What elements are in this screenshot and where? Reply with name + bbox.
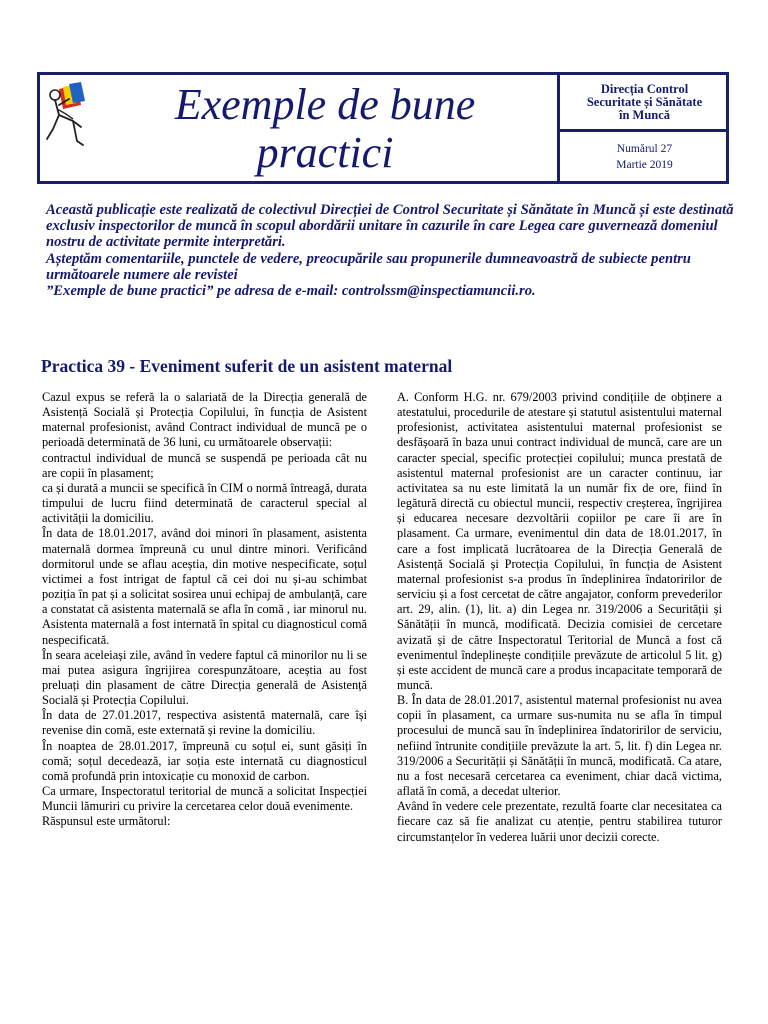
article-paragraph: În seara aceleiași zile, având în vedere faptul că minorilor nu li se mai putea asigura îngrijirea corespunzătoare, aceștia au fost preluați din plasament de către Direcția generală de Asistență Socială și Protecția Copilului. — [42, 647, 367, 708]
article-paragraph: În noaptea de 28.01.2017, împreună cu soțul ei, sunt găsiți în comă; soțul decedează, iar soția este internată cu diagnosticul comă profundă prin intoxicație cu monoxid de carbon. — [42, 738, 367, 783]
agency-name — [560, 83, 729, 122]
article-paragraph: ca și durată a muncii se specifică în CIM o normă întreagă, durata timpului de lucru fiind determinată de caracterul special al activității la domiciliu. — [42, 480, 367, 526]
article-left-column — [42, 390, 367, 830]
article-paragraph: contractul individual de muncă se suspendă pe perioada cât nu are copii în plasament; — [42, 450, 367, 480]
issue-number: Numărul 27 — [616, 143, 673, 155]
masthead — [37, 72, 729, 184]
publication-title-line2: practici — [256, 128, 394, 177]
intro-notice — [46, 202, 736, 299]
agency-line3: în Muncă — [618, 108, 671, 122]
intro-paragraph: Așteptăm comentariile, punctele de vedere, preocupările sau propunerile dumneavoastră de subiecte pentru următoarele numere ale revistei — [46, 250, 691, 283]
worker-carrying-load-icon — [43, 79, 91, 153]
article-heading: Practica 39 - Eveniment suferit de un asistent maternal — [41, 356, 453, 376]
article-paragraph: Ca urmare, Inspectoratul teritorial de muncă a solicitat Inspecției Muncii lămuriri cu privire la cercetarea celor două evenimente. — [42, 784, 367, 814]
article-paragraph: Având în vedere cele prezentate, rezultă foarte clar necesitatea ca fiecare caz să fie analizat cu atenție, pentru stabilirea tuturor circumstanțelor în vederea luării unor decizii corecte. — [397, 799, 722, 844]
publication-title-line1: Exemple de bune — [174, 80, 476, 129]
issue-info — [560, 141, 729, 173]
article-right-column — [397, 390, 722, 845]
masthead-horizontal-divider — [560, 129, 726, 132]
publication-title — [100, 81, 550, 177]
article-paragraph: Răspunsul este următorul: — [42, 814, 171, 829]
article-paragraph: Cazul expus se referă la o salariată de la Direcția generală de Asistență Socială și Protecția Copilului, în funcția de Asistent maternal profesionist, având Contract individual de muncă pe o perioadă determinată de 36 luni, cu următoarele observații: — [42, 390, 367, 450]
issue-date: Martie 2019 — [616, 159, 673, 171]
article-paragraph: În data de 18.01.2017, având doi minori în plasament, asistenta maternală dormea împreună cu unul dintre minori. Verificând dormitorul unde se aflau aceștia, din motive nespecificate, soțul victimei a fost intrigat de faptul că cei doi nu și-au schimbat poziția în pat și a solicitat sosirea unui echipaj de ambulanță, care a constatat că asistenta maternală se afla în comă , iar minorul nu. Asistenta maternală a fost internată în spital cu diagnosticul comă nespecificată. — [42, 526, 367, 647]
agency-line2: Securitate și Sănătate — [586, 95, 703, 109]
agency-line1: Direcția Control — [600, 82, 689, 96]
article-paragraph: În data de 27.01.2017, respectiva asistentă maternală, care își revenise din comă, este externată și revine la domiciliu. — [42, 708, 367, 738]
article-paragraph: A. Conform H.G. nr. 679/2003 privind condițiile de obținere a atestatului, procedurile de atestare și statutul asistentului maternal profesionist, activitatea asistentului maternal profesionist se desfășoară în baza unui contract individual de muncă, care are un caracter special, specific protecției copilului; munca prestată de asistentul maternal profesionist are un caracter continuu, iar activitatea sa nu este limitată la un număr fix de ore, fiind în legătură directă cu obiectul muncii, respectiv creșterea, îngrijirea și educarea necesare dezvoltării copiilor pe care îi are în plasament. Ca urmare, evenimentul din data de 18.01.2017, în care a fost implicată lucrătoarea de la Direcția Generală de Asistență Socială și Protecția Copilului, în funcția de Asistent maternal profesionist s-a produs în îndeplinirea îndatoririlor de serviciu și a fost cercetat de către angajator, conform prevederilor art. 29, alin. (1), lit. a) din Legea nr. 319/2006 a Securității și Sănătății în muncă, modificată. Decizia comisiei de cercetare avizată și de către Inspectoratul Teritorial de Muncă a fost că evenimentul îndeplinește condițiile prevăzute de articolul 5 lit. g) și este accident de muncă care a produs incapacitate temporară de muncă. — [397, 390, 722, 692]
intro-contact-email: ”Exemple de bune practici” pe adresa de e-mail: controlssm@inspectiamuncii.ro. — [46, 283, 536, 300]
article-paragraph: B. În data de 28.01.2017, asistentul maternal profesionist nu avea copii în plasament, ca urmare sus-numita nu se afla în timpul procesului de muncă sau în îndeplinirea îndatoririlor de serviciu, nefiind întrunite condițiile prevăzute la art. 5, lit. f) din Legea nr. 319/2006 a Securității și Sănătății în muncă, modificată. Ca atare, nu a fost necesară cercetarea ca eveniment, chiar dacă victima, aflată în comă, a decedat ulterior. — [397, 693, 722, 799]
intro-paragraph: Această publicație este realizată de colectivul Direcției de Control Securitate și Sănătate în Muncă și este destinată exclusiv inspectorilor de muncă în scopul abordării unitare în cazurile în care Legea care guvernează domeniul nostru de activitate permite interpretări. — [46, 202, 734, 251]
